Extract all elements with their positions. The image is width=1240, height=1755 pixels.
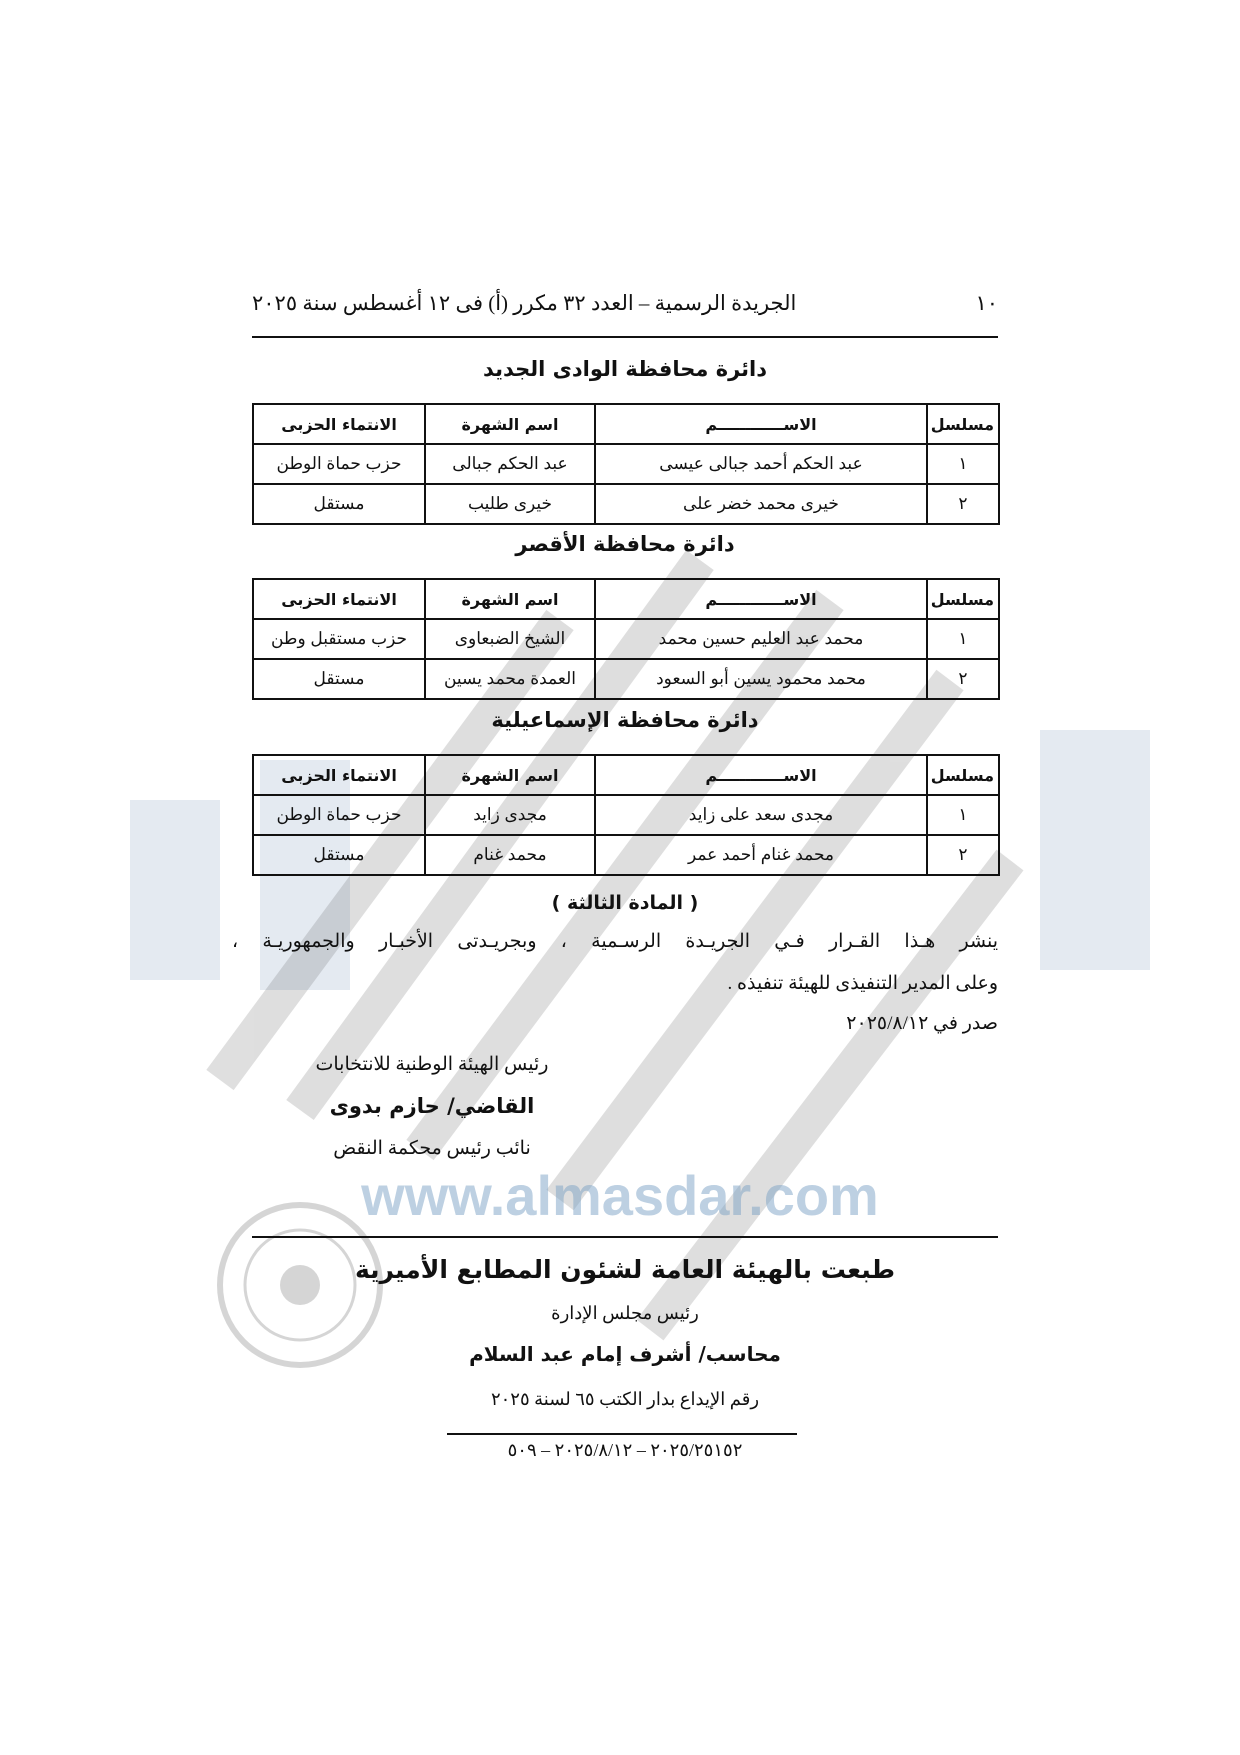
cell-party: حزب حماة الوطن: [253, 444, 425, 484]
section-title: دائرة محافظة الوادى الجديد: [482, 357, 768, 381]
header-party: الانتماء الحزبى: [253, 404, 425, 444]
cell-name: خيرى محمد خضر على: [595, 484, 927, 524]
header-nickname: اسم الشهرة: [425, 579, 595, 619]
table-row: [253, 835, 999, 875]
header-nickname: اسم الشهرة: [425, 404, 595, 444]
chair-name: محاسب/ أشرف إمام عبد السلام: [469, 1342, 781, 1366]
page-header: [252, 283, 998, 323]
candidates-table: [252, 578, 1000, 700]
cell-serial: ١: [927, 619, 999, 659]
cell-serial: ٢: [927, 835, 999, 875]
deposit-number: رقم الإيداع بدار الكتب ٦٥ لسنة ٢٠٢٥: [490, 1389, 760, 1409]
cell-name: محمد عبد العليم حسين محمد: [595, 619, 927, 659]
header-serial: مسلسل: [927, 404, 999, 444]
cell-serial: ١: [927, 795, 999, 835]
header-serial: مسلسل: [927, 579, 999, 619]
table-row: [253, 659, 999, 699]
article-text-line: وعلى المدير التنفيذى للهيئة تنفيذه .: [727, 973, 998, 994]
cell-party: مستقل: [253, 835, 425, 875]
page-number: ١٠: [975, 290, 998, 315]
article-heading: ( المادة الثالثة ): [551, 892, 699, 914]
cell-party: مستقل: [253, 659, 425, 699]
cell-serial: ٢: [927, 659, 999, 699]
cell-name: مجدى سعد على زايد: [595, 795, 927, 835]
code-divider: [447, 1433, 797, 1435]
header-name: الاســــــــــــم: [595, 755, 927, 795]
cell-party: حزب حماة الوطن: [253, 795, 425, 835]
cell-party: حزب مستقبل وطن: [253, 619, 425, 659]
table-header-row: [253, 755, 999, 795]
watermark-letter-block: [1040, 730, 1150, 970]
cell-name: محمد غنام أحمد عمر: [595, 835, 927, 875]
watermark-letter-block: [130, 800, 220, 980]
cell-party: مستقل: [253, 484, 425, 524]
table-row: [253, 444, 999, 484]
cell-nickname: محمد غنام: [425, 835, 595, 875]
table-row: [253, 619, 999, 659]
gazette-issue-title: الجريدة الرسمية – العدد ٣٢ مكرر (أ) فى ١٢ أغسطس سنة ٢٠٢٥: [252, 290, 797, 315]
cell-name: محمد محمود يسين أبو السعود: [595, 659, 927, 699]
seal-icon: [220, 1205, 380, 1365]
signatory-name: القاضي/ حازم بدوى: [329, 1094, 535, 1118]
cell-nickname: الشيخ الضبعاوى: [425, 619, 595, 659]
article-text-line: ينشر هـذا القـرار فـي الجريـدة الرسـمية ، وبجريـدتى الأخبـار والجمهوريـة ،: [232, 931, 998, 952]
table-row: [253, 484, 999, 524]
header-serial: مسلسل: [927, 755, 999, 795]
cell-nickname: العمدة محمد يسين: [425, 659, 595, 699]
cell-nickname: مجدى زايد: [425, 795, 595, 835]
table-header-row: [253, 579, 999, 619]
cell-nickname: خيرى طليب: [425, 484, 595, 524]
section-title: دائرة محافظة الإسماعيلية: [491, 708, 759, 732]
cell-serial: ١: [927, 444, 999, 484]
section-title: دائرة محافظة الأقصر: [515, 532, 735, 556]
candidates-table: [252, 403, 1000, 525]
header-name: الاســــــــــــم: [595, 404, 927, 444]
header-party: الانتماء الحزبى: [253, 579, 425, 619]
signatory-role: رئيس الهيئة الوطنية للانتخابات: [315, 1054, 549, 1075]
header-divider: [252, 336, 998, 338]
chair-title: رئيس مجلس الإدارة: [551, 1303, 699, 1323]
issue-date: صدر في ٢٠٢٥/٨/١٢: [846, 1013, 998, 1034]
footer-divider: [252, 1236, 998, 1238]
table-header-row: [253, 404, 999, 444]
signatory-subtitle: نائب رئيس محكمة النقض: [333, 1138, 531, 1159]
watermark-url: www.almasdar.com: [361, 1164, 879, 1227]
cell-nickname: عبد الحكم جبالى: [425, 444, 595, 484]
print-code: ٢٠٢٥/٢٥١٥٢ – ٢٠٢٥/٨/١٢ – ٥٠٩: [507, 1440, 743, 1460]
cell-name: عبد الحكم أحمد جبالى عيسى: [595, 444, 927, 484]
header-party: الانتماء الحزبى: [253, 755, 425, 795]
header-nickname: اسم الشهرة: [425, 755, 595, 795]
cell-serial: ٢: [927, 484, 999, 524]
header-name: الاســــــــــــم: [595, 579, 927, 619]
table-row: [253, 795, 999, 835]
candidates-table: [252, 754, 1000, 876]
printer-name: طبعت بالهيئة العامة لشئون المطابع الأميرية: [354, 1255, 896, 1284]
